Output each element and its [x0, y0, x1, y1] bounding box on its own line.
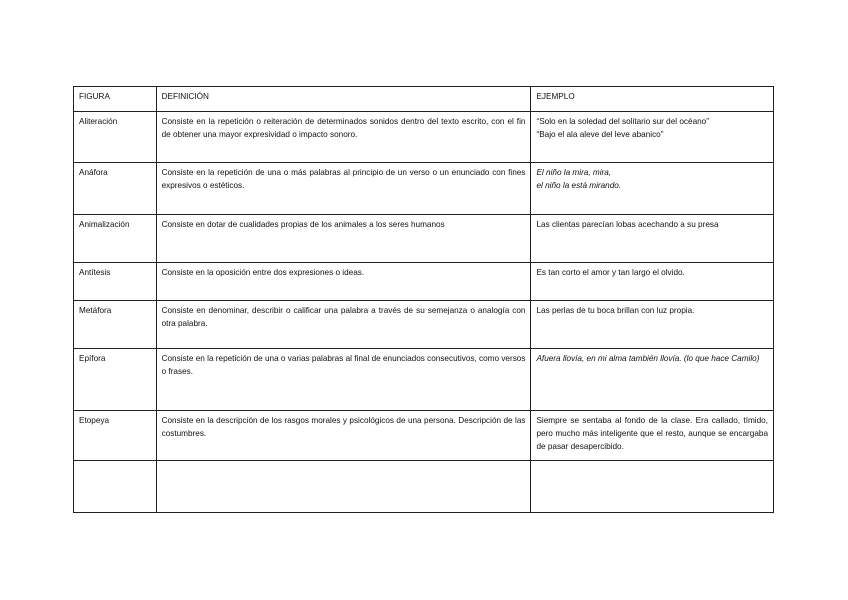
ejemplo-cell [531, 163, 774, 215]
figura-cell: Aliteración [74, 112, 157, 163]
table-row [74, 112, 774, 163]
figura-cell: Antítesis [74, 263, 157, 301]
definicion-cell: Consiste en la repetición de una o más palabras al principio de un verso o un enunciado con fines expresivos o estéticos. [156, 163, 531, 215]
figura-cell: Etopeya [74, 411, 157, 461]
definicion-cell: Consiste en la descripción de los rasgos morales y psicológicos de una persona. Descripción de las costumbres. [156, 411, 531, 461]
figura-cell: Metáfora [74, 301, 157, 349]
header-ejemplo: EJEMPLO [531, 87, 774, 112]
table-row [74, 215, 774, 263]
definicion-cell: Consiste en denominar, describir o calificar una palabra a través de su semejanza o analogía con otra palabra. [156, 301, 531, 349]
header-definicion: DEFINICIÓN [156, 87, 531, 112]
ejemplo-line: “Solo en la soledad del solitario sur del océano” [536, 117, 709, 126]
ejemplo-cell: Siempre se sentaba al fondo de la clase. Era callado, tímido, pero mucho más inteligente que el resto, aunque se encargaba de pasar desapercibido. [531, 411, 774, 461]
figura-cell: Epífora [74, 349, 157, 411]
ejemplo-cell: Afuera llovía, en mi alma también llovía. (lo que hace Camilo) [531, 349, 774, 411]
figures-table [73, 86, 774, 513]
header-figura: FIGURA [74, 87, 157, 112]
table-row [74, 349, 774, 411]
table-row [74, 263, 774, 301]
ejemplo-line: “Bajo el ala aleve del leve abanico” [536, 130, 664, 139]
definicion-cell: Consiste en dotar de cualidades propias de los animales a los seres humanos [156, 215, 531, 263]
table-row [74, 301, 774, 349]
ejemplo-cell: Es tan corto el amor y tan largo el olvido. [531, 263, 774, 301]
table-row [74, 411, 774, 461]
ejemplo-line: el niño la está mirando. [536, 181, 622, 190]
figura-cell: Anáfora [74, 163, 157, 215]
table-row [74, 163, 774, 215]
figura-cell: Animalización [74, 215, 157, 263]
ejemplo-cell: Las perlas de tu boca brillan con luz propia. [531, 301, 774, 349]
ejemplo-cell: Las clientas parecían lobas acechando a su presa [531, 215, 774, 263]
empty-cell [156, 461, 531, 513]
empty-cell [74, 461, 157, 513]
definicion-cell: Consiste en la oposición entre dos expresiones o ideas. [156, 263, 531, 301]
empty-cell [531, 461, 774, 513]
definicion-cell: Consiste en la repetición o reiteración de determinados sonidos dentro del texto escrito, con el fin de obtener una mayor expresividad o impacto sonoro. [156, 112, 531, 163]
empty-table-row [74, 461, 774, 513]
ejemplo-line: El niño la mira, mira, [536, 168, 612, 177]
ejemplo-cell [531, 112, 774, 163]
table-header-row [74, 87, 774, 112]
definicion-cell: Consiste en la repetición de una o varias palabras al final de enunciados consecutivos, como versos o frases. [156, 349, 531, 411]
